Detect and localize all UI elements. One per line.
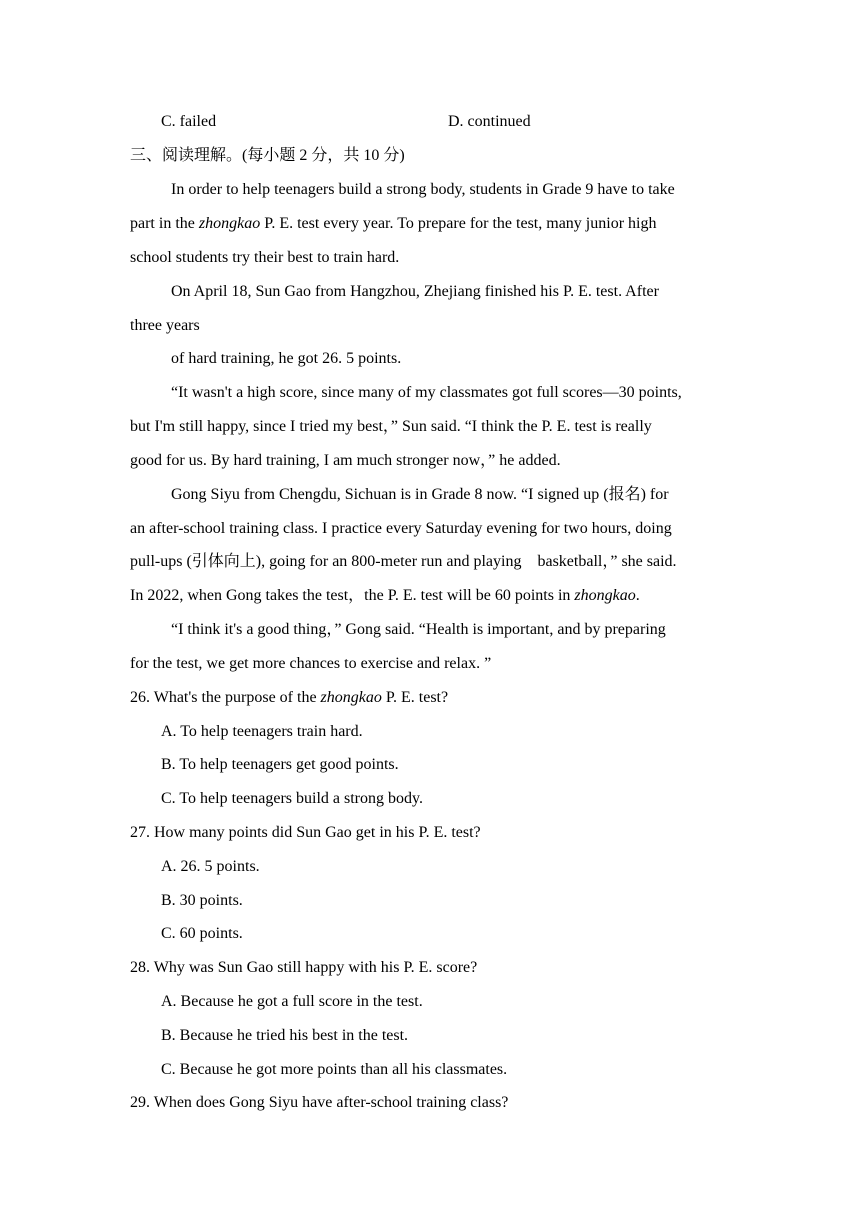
passage-line: for the test, we get more chances to exercise and relax. ” [130,655,492,672]
passage-line: school students try their best to train hard. [130,249,400,266]
question-26-stem: 26. What's the purpose of the zhongkao P. E. test? [130,689,449,706]
question-27-option-b: B. 30 points. [161,892,243,909]
question-28-option-a: A. Because he got a full score in the test. [161,993,423,1010]
question-26-option-a: A. To help teenagers train hard. [161,723,363,740]
passage-line: pull-ups (引体向上), going for an 800-meter run and playing basketball，” she said. [130,553,677,570]
passage-line: part in the zhongkao P. E. test every year. To prepare for the test, many junior high [130,215,657,232]
prev-option-d: D. continued [448,113,531,130]
question-27-option-a: A. 26. 5 points. [161,858,260,875]
question-28-option-c: C. Because he got more points than all his classmates. [161,1061,508,1078]
passage-line: of hard training, he got 26. 5 points. [171,350,402,367]
question-26-option-c: C. To help teenagers build a strong body. [161,790,423,807]
passage-line: good for us. By hard training, I am much stronger now，” he added. [130,452,561,469]
passage-line: “I think it's a good thing，” Gong said. “Health is important, and by preparing [171,621,666,638]
passage-line: an after-school training class. I practice every Saturday evening for two hours, doing [130,520,672,537]
question-27-option-c: C. 60 points. [161,925,243,942]
question-27-stem: 27. How many points did Sun Gao get in his P. E. test? [130,824,481,841]
passage-line: In 2022, when Gong takes the test，the P. E. test will be 60 points in zhongkao. [130,587,640,604]
italic-term: zhongkao [574,587,636,604]
passage-line: Gong Siyu from Chengdu, Sichuan is in Grade 8 now. “I signed up (报名) for [171,486,669,503]
passage-line: “It wasn't a high score, since many of my classmates got full scores—30 points, [171,384,682,401]
section-heading: 三、阅读理解。(每小题 2 分，共 10 分) [130,147,405,164]
passage-line: three years [130,317,200,334]
question-28-option-b: B. Because he tried his best in the test. [161,1027,409,1044]
italic-term: zhongkao [320,689,382,706]
question-26-option-b: B. To help teenagers get good points. [161,756,399,773]
passage-line: but I'm still happy, since I tried my best，” Sun said. “I think the P. E. test is really [130,418,652,435]
italic-term: zhongkao [198,215,261,232]
passage-line: On April 18, Sun Gao from Hangzhou, Zhejiang finished his P. E. test. After [171,283,659,300]
question-29-stem: 29. When does Gong Siyu have after-school training class? [130,1094,509,1111]
passage-line: In order to help teenagers build a strong body, students in Grade 9 have to take [171,181,675,198]
prev-option-c: C. failed [161,113,217,130]
question-28-stem: 28. Why was Sun Gao still happy with his P. E. score? [130,959,478,976]
